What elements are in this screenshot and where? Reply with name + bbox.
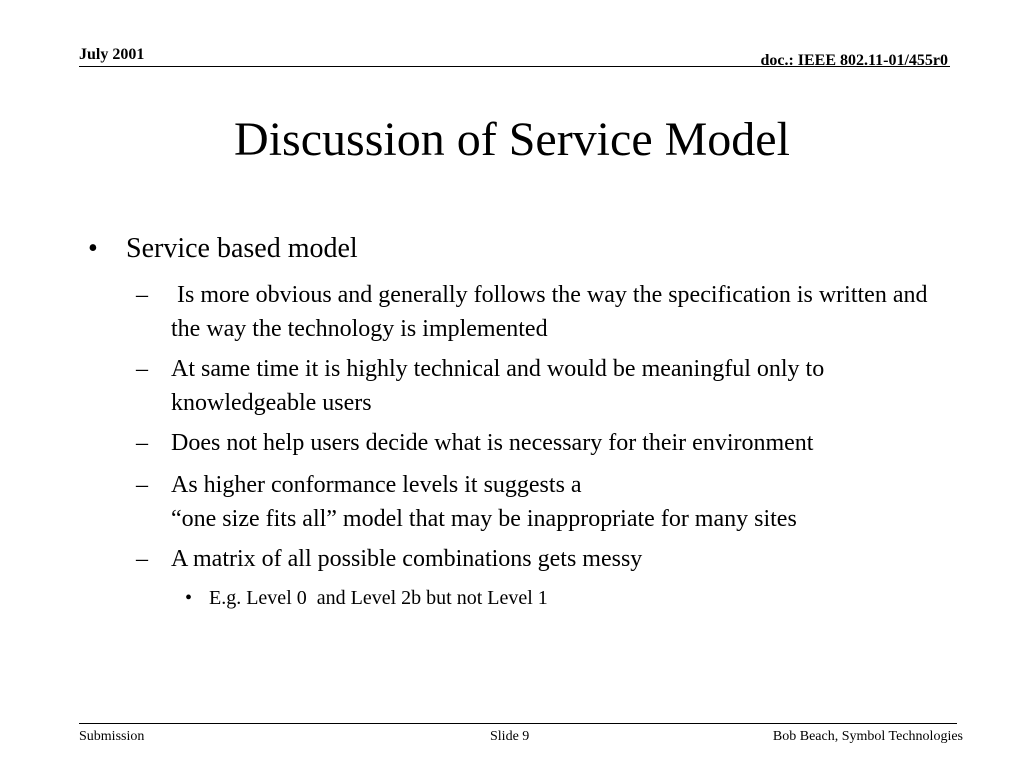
dash-marker: – [136,430,148,456]
dash-marker: – [136,282,148,308]
sub-bullet-text: At same time it is highly technical and would be meaningful only to knowledgeable users [171,356,825,416]
header-date: July 2001 [79,46,145,63]
bullet-text: Service based model [126,233,358,264]
sub-bullet-text: A matrix of all possible combinations gets messy [171,546,643,572]
slide-title: Discussion of Service Model [234,113,790,166]
footer-submission: Submission [79,729,145,744]
dash-marker: – [136,356,148,382]
sub-bullet-1 [136,278,956,346]
sub-bullet-text-line2: “one size fits all” model that may be inappropriate for many sites [171,506,797,532]
bullet-marker: • [88,233,98,264]
footer-author: Bob Beach, Symbol Technologies [772,729,963,744]
footer-rule [79,723,957,724]
bullet-level1 [88,231,358,267]
sub-bullet-text-line1: As higher conformance levels it suggests a [171,472,582,498]
sub-bullet-3 [136,426,956,460]
sub-sub-bullet [185,584,548,612]
sub-bullet-2 [136,352,956,420]
header-rule [79,66,950,67]
bullet-marker: • [185,587,193,609]
header-doc-id: doc.: IEEE 802.11-01/455r0 [760,52,948,69]
sub-bullet-5 [136,542,956,576]
dash-marker: – [136,546,148,572]
dash-marker: – [136,472,148,498]
sub-bullet-4 [136,468,956,536]
sub-bullet-text: Does not help users decide what is necessary for their environment [171,430,814,456]
footer-slide-number: Slide 9 [490,729,530,744]
sub-sub-bullet-text: E.g. Level 0 and Level 2b but not Level 1 [209,587,548,609]
sub-bullet-text: Is more obvious and generally follows the way the specification is written and the way the technology is implemented [171,282,934,342]
